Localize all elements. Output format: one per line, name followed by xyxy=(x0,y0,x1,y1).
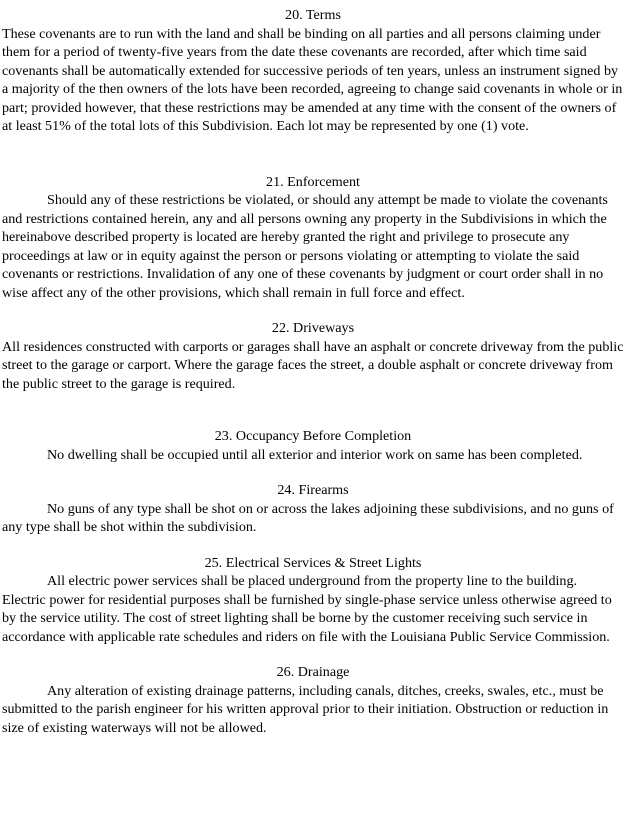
section-spacer xyxy=(2,302,624,319)
section-heading: 26. Drainage xyxy=(276,664,350,680)
section-body: No guns of any type shall be shot on or across the lakes adjoining these subdivisions, and no guns of any type shall be shot within the subdivision. xyxy=(2,500,614,535)
section-driveways xyxy=(2,319,624,393)
section-body: Any alteration of existing drainage patterns, including canals, ditches, creeks, swales, etc., must be submitted to the parish engineer for his written approval prior to their initiation. Obstruction or reduction in size of existing waterways will not be allowed. xyxy=(2,682,609,736)
section-body: No dwelling shall be occupied until all exterior and interior work on same has been completed. xyxy=(47,446,583,463)
section-spacer xyxy=(2,537,624,554)
section-heading: 20. Terms xyxy=(285,7,341,23)
section-spacer xyxy=(2,393,624,427)
section-firearms xyxy=(2,481,624,537)
section-electrical xyxy=(2,554,624,647)
document-page xyxy=(2,6,624,737)
section-heading: 25. Electrical Services & Street Lights xyxy=(204,554,422,571)
section-spacer xyxy=(2,136,624,173)
section-heading: 22. Driveways xyxy=(271,320,355,336)
section-spacer xyxy=(2,464,624,481)
section-drainage xyxy=(2,663,624,737)
section-terms xyxy=(2,6,624,136)
section-body: Should any of these restrictions be violated, or should any attempt be made to violate the covenants and restrictions contained herein, any and all persons owning any property in the Subdivisions in which the hereinabove described property is located are hereby granted the right and privilege to prosecute any proceedings at law or in equity against the person or persons violating or attempting to violate the said covenants or restrictions. Invalidation of any one of these covenants by judgment or court order shall in no wise affect any of the other provisions, which shall remain in full force and effect. xyxy=(2,192,608,301)
section-body: All residences constructed with carports or garages shall have an asphalt or concrete driveway from the public street to the garage or carport. Where the garage faces the street, a double asphalt or concrete driveway from the public street to the garage is required. xyxy=(2,338,624,392)
section-heading: 21. Enforcement xyxy=(266,173,360,190)
section-heading: 23. Occupancy Before Completion xyxy=(214,428,412,444)
section-occupancy xyxy=(2,427,624,464)
section-spacer xyxy=(2,646,624,663)
section-enforcement xyxy=(2,173,624,303)
section-heading: 24. Firearms xyxy=(277,482,349,498)
section-body: These covenants are to run with the land and shall be binding on all parties and all persons claiming under them for a period of twenty-five years from the date these covenants are recorded, after which time said covenants shall be automatically extended for successive periods of ten years, unless an instrument signed by a majority of the then owners of the lots have been recorded, agreeing to change said covenants in whole or in part; provided however, that these restrictions may be amended at any time with the consent of the owners of at least 51% of the total lots of this Subdivision. Each lot may be represented by one (1) vote. xyxy=(2,25,623,134)
section-body: All electric power services shall be placed underground from the property line to the building. Electric power for residential purposes shall be furnished by single-phase service unless otherwise agreed to by the service utility. The cost of street lighting shall be borne by the customer receiving such service in accordance with applicable rate schedules and riders on file with the Louisiana Public Service Commission. xyxy=(2,573,612,645)
